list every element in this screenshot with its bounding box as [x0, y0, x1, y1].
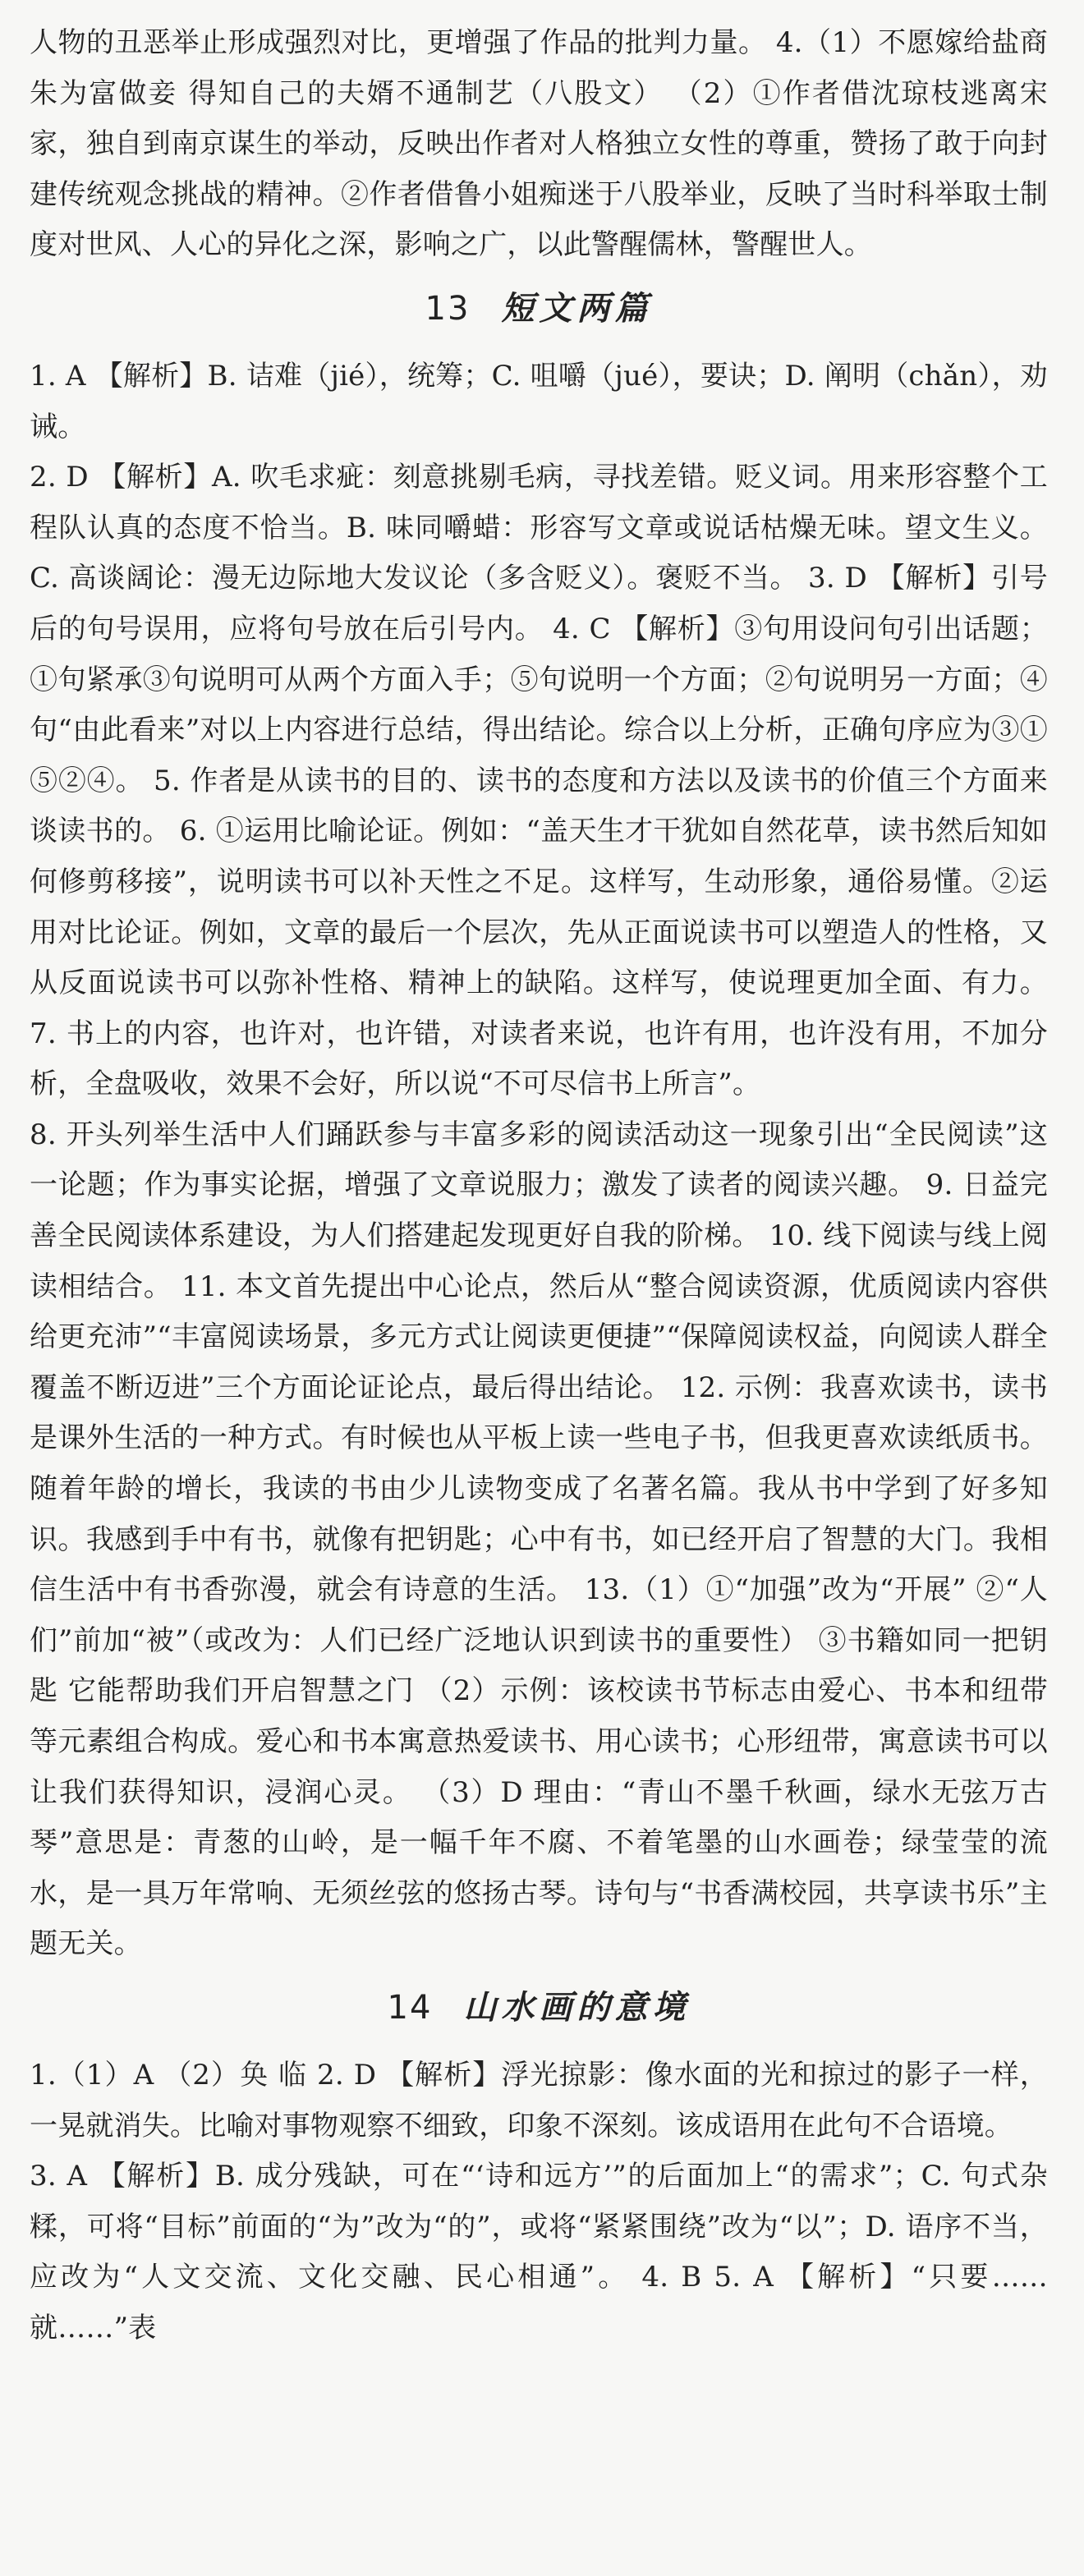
- intro-paragraph: 人物的丑恶举止形成强烈对比，更增强了作品的批判力量。 4.（1）不愿嫁给盐商朱为富做妾 得知自己的夫婿不通制艺（八股文） （2）①作者借沈琼枝逃离宋家，独自到南京谋生的举动，反映出作者对人格独立女性的尊重，赞扬了敢于向封建传统观念挑战的精神。②作者借鲁小姐痴迷于八股举业，反映了当时科举取士制度对世风、人心的异化之深，影响之广，以此警醒儒林，警醒世人。: [30, 26, 1048, 262]
- section-14-heading: [30, 1981, 1048, 2034]
- section-13-paragraph-3: 8. 开头列举生活中人们踊跃参与丰富多彩的阅读活动这一现象引出“全民阅读”这一论题；作为事实论据，增强了文章说服力；激发了读者的阅读兴趣。 9. 日益完善全民阅读体系建设，为人们搭建起发现更好自我的阶梯。 10. 线下阅读与线上阅读相结合。 11. 本文首先提出中心论点，然后从“整合阅读资源，优质阅读内容供给更充沛”“丰富阅读场景，多元方式让阅读更便捷”“保障阅读权益，向阅读人群全覆盖不断迈进”三个方面论证论点，最后得出结论。 12. 示例：我喜欢读书，读书是课外生活的一种方式。有时候也从平板上读一些电子书，但我更喜欢读纸质书。随着年龄的增长，我读的书由少儿读物变成了名著名篇。我从书中学到了好多知识。我感到手中有书，就像有把钥匙；心中有书，如已经开启了智慧的大门。我相信生活中有书香弥漫，就会有诗意的生活。 13.（1）①“加强”改为“开展” ②“人们”前加“被”（或改为：人们已经广泛地认识到读书的重要性） ③书籍如同一把钥匙 它能帮助我们开启智慧之门 （2）示例：该校读书节标志由爱心、书本和纽带等元素组合构成。爱心和书本寓意热爱读书、用心读书；心形纽带，寓意读书可以让我们获得知识，浸润心灵。 （3）D 理由：“青山不墨千秋画，绿水无弦万古琴”意思是：青葱的山岭，是一幅千年不腐、不着笔墨的山水画卷；绿莹莹的流水，是一具万年常响、无须丝弦的悠扬古琴。诗句与“书香满校园，共享读书乐”主题无关。: [30, 1118, 1048, 1961]
- section-14-paragraph-2: 3. A 【解析】B. 成分残缺，可在“‘诗和远方’”的后面加上“的需求”；C. 句式杂糅，可将“目标”前面的“为”改为“的”，或将“紧紧围绕”改为“以”；D. 语序不当，应改为“人文交流、文化交融、民心相通”。 4. B 5. A 【解析】“只要……就……”表: [30, 2160, 1048, 2344]
- section-13-paragraph-1: 1. A 【解析】B. 诘难（jié），统筹；C. 咀嚼（jué），要诀；D. 阐明（chǎn），劝诫。: [30, 359, 1048, 443]
- section-13-heading: [30, 282, 1048, 335]
- section-14-paragraph-1: 1.（1）A （2）奂 临 2. D 【解析】浮光掠影：像水面的光和掠过的影子一样，一晃就消失。比喻对事物观察不细致，印象不深刻。该成语用在此句不合语境。: [30, 2058, 1048, 2142]
- section-14-title: 山水画的意境: [463, 1987, 691, 2027]
- section-14-number: 14: [387, 1988, 433, 2027]
- section-13-paragraph-2: 2. D 【解析】A. 吹毛求疵：刻意挑剔毛病，寻找差错。贬义词。用来形容整个工程队认真的态度不恰当。B. 味同嚼蜡：形容写文章或说话枯燥无味。望文生义。C. 高谈阔论：漫无边际地大发议论（多含贬义）。褒贬不当。 3. D 【解析】引号后的句号误用，应将句号放在后引号内。 4. C 【解析】③句用设问句引出话题；①句紧承③句说明可从两个方面入手；⑤句说明一个方面；②句说明另一方面；④句“由此看来”对以上内容进行总结，得出结论。综合以上分析，正确句序应为③①⑤②④。 5. 作者是从读书的目的、读书的态度和方法以及读书的价值三个方面来谈读书的。 6. ①运用比喻论证。例如：“盖天生才干犹如自然花草，读书然后知如何修剪移接”，说明读书可以补天性之不足。这样写，生动形象，通俗易懂。②运用对比论证。例如，文章的最后一个层次，先从正面说读书可以塑造人的性格，又从反面说读书可以弥补性格、精神上的缺陷。这样写，使说理更加全面、有力。 7. 书上的内容，也许对，也许错，对读者来说，也许有用，也许没有用，不加分析，全盘吸收，效果不会好，所以说“不可尽信书上所言”。: [30, 461, 1048, 1101]
- section-13-number: 13: [425, 289, 471, 328]
- section-13-title: 短文两篇: [501, 288, 653, 328]
